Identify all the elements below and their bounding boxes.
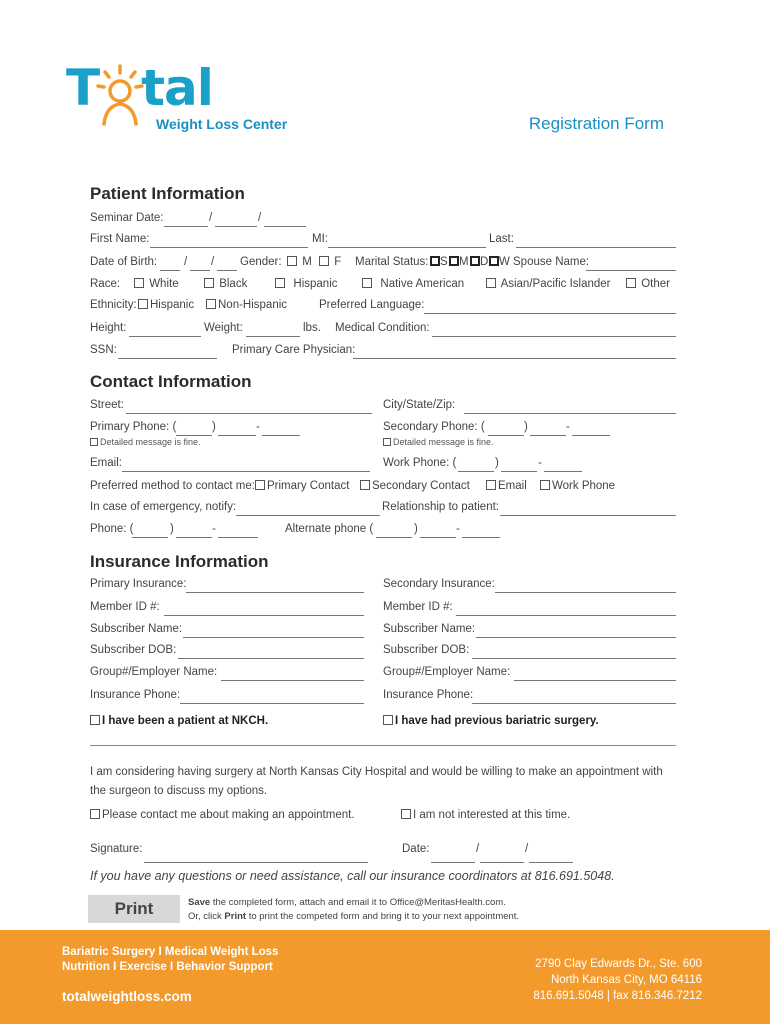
address-line-2: North Kansas City, MO 64116 xyxy=(550,974,702,986)
gender-m-option[interactable]: M xyxy=(287,256,312,268)
primary-phone-area-field[interactable] xyxy=(176,435,212,436)
checkbox-icon[interactable] xyxy=(486,480,496,490)
method-secondary-option[interactable]: Secondary Contact xyxy=(360,480,470,492)
secondary-member-id-field[interactable] xyxy=(456,615,676,616)
checkbox-icon[interactable] xyxy=(204,278,214,288)
last-name-label: Last: xyxy=(489,233,514,245)
street-row xyxy=(90,399,676,415)
date-day-field[interactable] xyxy=(480,862,524,863)
race-other-option[interactable]: Other xyxy=(626,278,670,290)
paren: ) xyxy=(524,421,528,433)
appointment-choice-row xyxy=(90,809,676,825)
weight-field[interactable] xyxy=(246,336,300,337)
ethnicity-row xyxy=(90,299,676,315)
checkbox-icon[interactable] xyxy=(383,715,393,725)
secondary-member-id-label: Member ID #: xyxy=(383,601,453,613)
address-line-1: 2790 Clay Edwards Dr., Ste. 600 xyxy=(535,958,702,970)
dash: - xyxy=(456,523,460,535)
preferred-method-row xyxy=(90,480,676,496)
questions-note: If you have any questions or need assistance, call our insurance coordinators at 816.691.5048. xyxy=(90,869,615,883)
checkbox-icon[interactable] xyxy=(470,256,480,266)
secondary-group-employer-label: Group#/Employer Name: xyxy=(383,666,511,678)
member-row xyxy=(90,601,676,617)
checkbox-icon[interactable] xyxy=(275,278,285,288)
marital-status-label: Marital Status: xyxy=(355,256,429,268)
date-year-field[interactable] xyxy=(529,862,573,863)
emergency-phone-row xyxy=(90,523,676,539)
secondary-detailed-option[interactable]: Detailed message is fine. xyxy=(383,437,494,447)
save-instruction: the completed form, attach and email it to Office@MeritasHealth.com. xyxy=(210,897,506,908)
checkbox-icon[interactable] xyxy=(138,299,148,309)
logo-letter-t: T xyxy=(66,59,100,117)
secondary-insurance-phone-field[interactable] xyxy=(472,703,676,704)
secondary-phone-line-field[interactable] xyxy=(572,435,610,436)
footer-services-line-1: Bariatric Surgery I Medical Weight Loss xyxy=(62,946,279,958)
paren: ) xyxy=(170,523,174,535)
checkbox-icon[interactable] xyxy=(486,278,496,288)
subscriber-row xyxy=(90,623,676,639)
slash: / xyxy=(476,843,480,855)
checkbox-icon[interactable] xyxy=(319,256,329,266)
dob-day-field[interactable] xyxy=(190,270,210,271)
height-field[interactable] xyxy=(129,336,201,337)
secondary-insurance-field[interactable] xyxy=(495,592,676,593)
primary-phone-label: Primary Phone: ( xyxy=(90,421,177,433)
dash: - xyxy=(212,523,216,535)
checkbox-icon[interactable] xyxy=(90,809,100,819)
detailed-message-row xyxy=(90,437,676,453)
work-phone-prefix-field[interactable] xyxy=(501,471,537,472)
mi-field[interactable] xyxy=(328,247,486,248)
insurance-row xyxy=(90,578,676,594)
checkbox-icon[interactable] xyxy=(626,278,636,288)
checkbox-icon[interactable] xyxy=(401,809,411,819)
race-hispanic-option[interactable]: Hispanic xyxy=(275,278,338,290)
pcp-field[interactable] xyxy=(353,358,676,359)
print-instruction: to print the competed form and bring it to your next appointment. xyxy=(246,911,520,922)
height-label: Height: xyxy=(90,322,127,334)
dob-label: Date of Birth: xyxy=(90,256,158,268)
work-phone-label: Work Phone: ( xyxy=(383,457,457,469)
primary-phone-line-field[interactable] xyxy=(262,435,300,436)
signature-label: Signature: xyxy=(90,843,143,855)
logo-subtitle: Weight Loss Center xyxy=(156,116,288,132)
secondary-insurance-phone-label: Insurance Phone: xyxy=(383,689,474,701)
ssn-label: SSN: xyxy=(90,344,117,356)
phone-fax-line: 816.691.5048 | fax 816.346.7212 xyxy=(533,990,702,1002)
dob-row xyxy=(90,256,676,272)
paren: ) xyxy=(495,457,499,469)
city-state-zip-label: City/State/Zip: xyxy=(383,399,456,411)
email-field[interactable] xyxy=(122,471,370,472)
seminar-year-field[interactable] xyxy=(264,226,306,227)
preferred-method-label: Preferred method to contact me: xyxy=(90,480,255,492)
weight-label: Weight: xyxy=(204,322,243,334)
marital-w-option[interactable]: W xyxy=(489,256,510,268)
checkbox-icon[interactable] xyxy=(255,480,265,490)
emergency-phone-label: Phone: ( xyxy=(90,523,134,535)
relationship-label: Relationship to patient: xyxy=(382,501,499,513)
phone-row xyxy=(90,421,676,437)
primary-insurance-field[interactable] xyxy=(186,592,364,593)
secondary-subscriber-name-field[interactable] xyxy=(476,637,676,638)
history-row xyxy=(90,715,676,731)
method-primary-option[interactable]: Primary Contact xyxy=(255,480,349,492)
work-phone-area-field[interactable] xyxy=(458,471,494,472)
subscriber-name-field[interactable] xyxy=(183,637,364,638)
secondary-group-employer-field[interactable] xyxy=(514,680,676,681)
save-word: Save xyxy=(188,897,211,908)
height-row xyxy=(90,322,676,338)
method-work-option[interactable]: Work Phone xyxy=(540,480,615,492)
secondary-subscriber-dob-field[interactable] xyxy=(472,658,676,659)
race-label: Race: xyxy=(90,278,121,290)
spouse-name-label: Spouse Name: xyxy=(513,256,590,268)
checkbox-icon[interactable] xyxy=(430,256,440,266)
contact-info-heading: Contact Information xyxy=(90,372,252,391)
first-name-label: First Name: xyxy=(90,233,150,245)
subscriber-dob-field[interactable] xyxy=(178,658,364,659)
work-phone-line-field[interactable] xyxy=(544,471,582,472)
checkbox-icon[interactable] xyxy=(360,480,370,490)
checkbox-icon[interactable] xyxy=(540,480,550,490)
not-interested-option[interactable]: I am not interested at this time. xyxy=(401,809,570,821)
logo xyxy=(66,60,306,140)
group-employer-field[interactable] xyxy=(221,680,364,681)
marital-d-option[interactable]: D xyxy=(470,256,488,268)
secondary-phone-prefix-field[interactable] xyxy=(530,435,566,436)
print-word: Print xyxy=(224,911,247,922)
logo-letters-tal: tal xyxy=(141,59,213,117)
dob-year-field[interactable] xyxy=(217,270,237,271)
date-label: Date: xyxy=(402,843,430,855)
dash: - xyxy=(256,421,260,433)
nkch-patient-option[interactable]: I have been a patient at NKCH. xyxy=(90,715,268,727)
sun-person-icon xyxy=(96,62,144,134)
slash: / xyxy=(209,212,213,224)
slash: / xyxy=(211,256,215,268)
group-employer-label: Group#/Employer Name: xyxy=(90,666,218,678)
signature-row xyxy=(90,843,676,859)
first-name-field[interactable] xyxy=(150,247,308,248)
checkbox-icon[interactable] xyxy=(134,278,144,288)
secondary-subscriber-dob-label: Subscriber DOB: xyxy=(383,644,470,656)
consider-paragraph: I am considering having surgery at North Kansas City Hospital and would be willing to make an appointment with the surgeon to discuss my options. xyxy=(90,766,663,797)
or-click-text: Or, click xyxy=(188,911,225,922)
subscriber-name-label: Subscriber Name: xyxy=(90,623,183,635)
seminar-date-row xyxy=(90,212,676,228)
insurance-phone-label: Insurance Phone: xyxy=(90,689,181,701)
seminar-day-field[interactable] xyxy=(215,226,257,227)
insurance-phone-field[interactable] xyxy=(180,703,364,704)
seminar-date-label: Seminar Date: xyxy=(90,212,164,224)
eth-non-hispanic-option[interactable]: Non-Hispanic xyxy=(206,299,287,311)
alternate-phone-area-field[interactable] xyxy=(376,537,412,538)
date-month-field[interactable] xyxy=(431,862,475,863)
emergency-row xyxy=(90,501,676,517)
dob-month-field[interactable] xyxy=(160,270,180,271)
name-row xyxy=(90,233,676,249)
marital-s-option[interactable]: S xyxy=(430,256,448,268)
patient-info-heading: Patient Information xyxy=(90,184,245,203)
race-white-option[interactable]: White xyxy=(134,278,179,290)
emergency-field[interactable] xyxy=(236,515,380,516)
checkbox-icon[interactable] xyxy=(383,438,391,446)
race-black-option[interactable]: Black xyxy=(204,278,247,290)
slash: / xyxy=(525,843,529,855)
secondary-subscriber-name-label: Subscriber Name: xyxy=(383,623,476,635)
subscriber-dob-label: Subscriber DOB: xyxy=(90,644,177,656)
footer xyxy=(0,930,770,1024)
mi-label: MI: xyxy=(312,233,328,245)
checkbox-icon[interactable] xyxy=(287,256,297,266)
primary-phone-prefix-field[interactable] xyxy=(218,435,256,436)
race-row xyxy=(90,278,676,294)
subscriber-dob-row xyxy=(90,644,676,660)
medical-condition-field[interactable] xyxy=(432,336,676,337)
emergency-phone-prefix-field[interactable] xyxy=(176,537,212,538)
footer-services-line-2: Nutrition I Exercise I Behavior Support xyxy=(62,961,273,973)
primary-detailed-option[interactable]: Detailed message is fine. xyxy=(90,437,201,447)
checkbox-icon[interactable] xyxy=(90,715,100,725)
race-native-option[interactable]: Native American xyxy=(362,278,464,290)
primary-insurance-label: Primary Insurance: xyxy=(90,578,187,590)
street-field[interactable] xyxy=(126,413,372,414)
city-state-zip-field[interactable] xyxy=(464,413,676,414)
emergency-label: In case of emergency, notify: xyxy=(90,501,237,513)
alternate-phone-label: Alternate phone ( xyxy=(285,523,374,535)
checkbox-icon[interactable] xyxy=(489,256,499,266)
section-divider xyxy=(90,745,676,746)
lbs-label: lbs. xyxy=(303,322,321,334)
print-instructions xyxy=(188,896,519,924)
emergency-phone-line-field[interactable] xyxy=(218,537,258,538)
eth-hispanic-option[interactable]: Hispanic xyxy=(138,299,194,311)
paren: ) xyxy=(414,523,418,535)
secondary-phone-label: Secondary Phone: ( xyxy=(383,421,485,433)
gender-label: Gender: xyxy=(240,256,282,268)
insurance-info-heading: Insurance Information xyxy=(90,552,269,571)
emergency-phone-area-field[interactable] xyxy=(132,537,168,538)
email-row xyxy=(90,457,676,473)
page-title: Registration Form xyxy=(528,114,664,133)
slash: / xyxy=(184,256,188,268)
seminar-month-field[interactable] xyxy=(164,226,208,227)
print-button[interactable]: Print xyxy=(88,895,180,923)
secondary-phone-area-field[interactable] xyxy=(488,435,524,436)
ssn-field[interactable] xyxy=(118,358,217,359)
medical-condition-label: Medical Condition: xyxy=(335,322,430,334)
relationship-field[interactable] xyxy=(500,515,676,516)
ssn-row xyxy=(90,344,676,360)
email-label: Email: xyxy=(90,457,122,469)
pcp-label: Primary Care Physician: xyxy=(232,344,356,356)
slash: / xyxy=(258,212,262,224)
checkbox-icon[interactable] xyxy=(449,256,459,266)
dash: - xyxy=(566,421,570,433)
footer-website-link[interactable]: totalweightloss.com xyxy=(62,989,192,1004)
contact-me-option[interactable]: Please contact me about making an appointment. xyxy=(90,809,355,821)
race-asian-option[interactable]: Asian/Pacific Islander xyxy=(486,278,611,290)
preferred-language-label: Preferred Language: xyxy=(319,299,425,311)
member-id-label: Member ID #: xyxy=(90,601,160,613)
spouse-name-field[interactable] xyxy=(586,270,676,271)
checkbox-icon[interactable] xyxy=(362,278,372,288)
member-id-field[interactable] xyxy=(164,615,364,616)
preferred-language-field[interactable] xyxy=(424,313,676,314)
ethnicity-label: Ethnicity: xyxy=(90,299,137,311)
secondary-insurance-label: Secondary Insurance: xyxy=(383,578,495,590)
paren: ) xyxy=(212,421,216,433)
alternate-phone-line-field[interactable] xyxy=(462,537,500,538)
dash: - xyxy=(538,457,542,469)
last-name-field[interactable] xyxy=(516,247,676,248)
footer-address xyxy=(533,956,702,1004)
checkbox-icon[interactable] xyxy=(206,299,216,309)
insurance-phone-row xyxy=(90,689,676,705)
method-email-option[interactable]: Email xyxy=(486,480,527,492)
previous-surgery-option[interactable]: I have had previous bariatric surgery. xyxy=(383,715,599,727)
signature-field[interactable] xyxy=(144,862,368,863)
gender-f-option[interactable]: F xyxy=(319,256,341,268)
street-label: Street: xyxy=(90,399,124,411)
marital-m-option[interactable]: M xyxy=(449,256,469,268)
group-row xyxy=(90,666,676,682)
alternate-phone-prefix-field[interactable] xyxy=(420,537,456,538)
checkbox-icon[interactable] xyxy=(90,438,98,446)
